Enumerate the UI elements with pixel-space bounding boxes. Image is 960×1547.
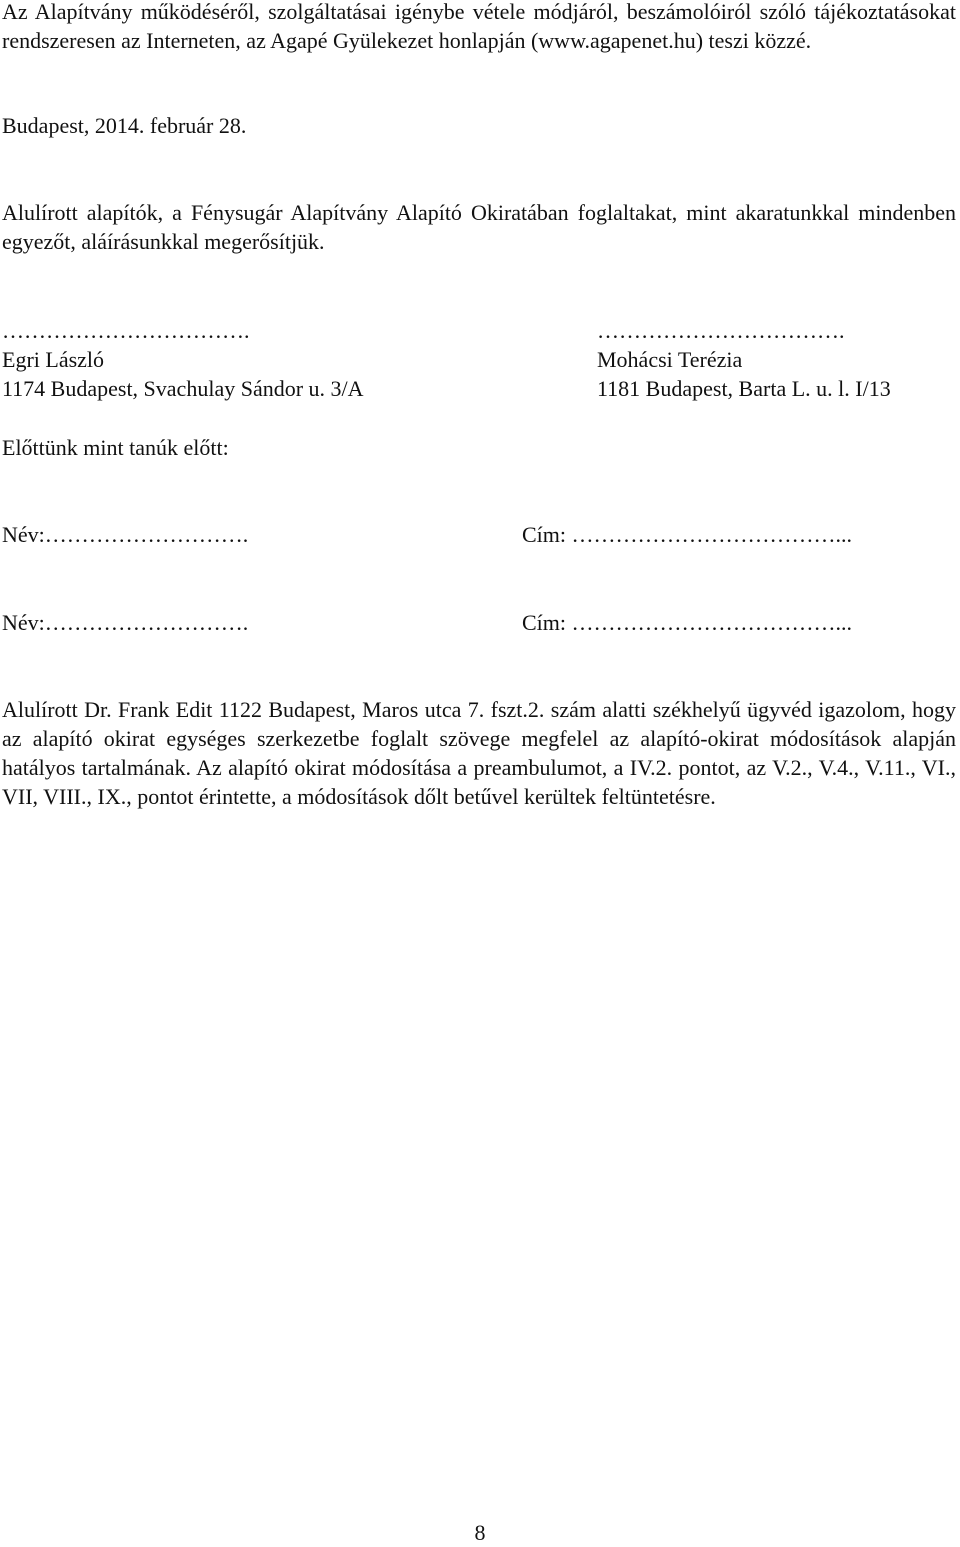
- founder-2-name: Mohácsi Terézia: [597, 347, 743, 372]
- founder-1-address: 1174 Budapest, Svachulay Sándor u. 3/A: [2, 376, 364, 401]
- witness-heading: Előttünk mint tanúk előtt:: [2, 435, 229, 460]
- witness-1-address-line: Cím: ………………………………...: [522, 522, 853, 547]
- witness-2-address-line: Cím: ………………………………...: [522, 610, 853, 635]
- witness-1-name-line: Név:……………………….: [2, 522, 249, 547]
- intro-text-before-link: Az Alapítvány működéséről, szolgáltatásai igénybe vétele módjáról, beszámolóiról szóló tájékoztatásokat rendszeresen az Interneten, az Agapé Gyülekezet honlapján (: [2, 0, 956, 53]
- founder-1-name: Egri László: [2, 347, 105, 372]
- date-line: Budapest, 2014. február 28.: [2, 113, 247, 138]
- page-number: 8: [474, 1520, 486, 1545]
- intro-paragraph: [2, 0, 956, 55]
- signature-line-founder-1: …………………………….: [2, 318, 250, 343]
- founder-2-address: 1181 Budapest, Barta L. u. l. I/13: [597, 376, 891, 401]
- signature-line-founder-2: …………………………….: [597, 318, 845, 343]
- intro-text-after-link: ) teszi közzé.: [695, 28, 812, 53]
- lawyer-certification: Alulírott Dr. Frank Edit 1122 Budapest, Maros utca 7. fszt.2. szám alatti székhelyű ügyvéd igazolom, hogy az alapító okirat egységes szerkezetbe foglalt szövege megfelel az alapító-okirat módosítások alapján hatályos tartalmának. Az alapító okirat módosítása a preambulumot, a IV.2. pontot, az V.2., V.4., V.11., VI., VII, VIII., IX., pontot érintette, a módosítások dőlt betűvel kerültek feltüntetésre.: [2, 697, 956, 809]
- founders-statement: Alulírott alapítók, a Fénysugár Alapítvány Alapító Okiratában foglaltakat, mint akaratunkkal mindenben egyezőt, aláírásunkkal megerősítjük.: [2, 200, 956, 254]
- witness-2-name-line: Név:……………………….: [2, 610, 249, 635]
- website-link[interactable]: www.agapenet.hu: [538, 28, 696, 53]
